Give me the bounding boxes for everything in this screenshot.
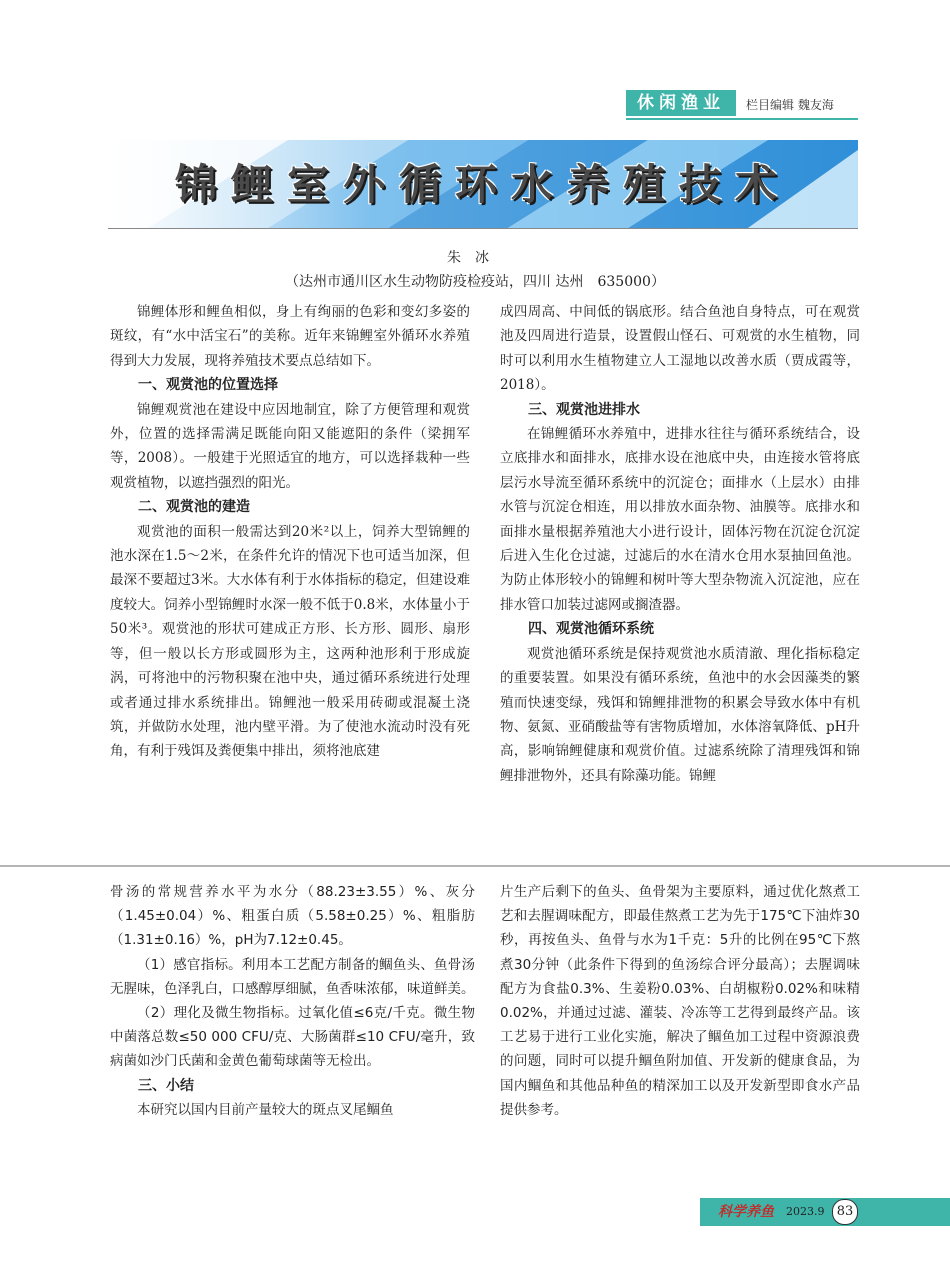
- paragraph: 本研究以国内目前产量较大的斑点叉尾鲴鱼: [137, 1101, 394, 1118]
- section-heading: 二、观赏池的建造: [138, 499, 250, 516]
- paragraph: 骨汤的常规营养水平为水分（88.23±3.55）%、灰分（1.45±0.04）%、粗蛋白质（5.58±0.25）%、粗脂肪（1.31±0.16）%，pH为7.12±0.45。: [110, 884, 475, 949]
- paragraph: 锦鲤观赏池在建设中应因地制宜，除了方便管理和观赏外，位置的选择需满足既能向阳又能遮阳的条件（梁拥军等，2008）。一般建于光照适宜的地方，可以选择栽种一些观赏植物，以遮挡强烈的阳光。: [110, 401, 470, 491]
- paragraph: 观赏池循环系统是保持观赏池水质清澈、理化指标稳定的重要装置。如果没有循环系统，鱼池中的水会因藻类的繁殖而快速变绿，残饵和锦鲤排泄物的积累会导致水体中有机物、氨氮、亚硝酸盐等有害物质增加，水体溶氧降低、pH升高，影响锦鲤健康和观赏价值。过滤系统除了清理残饵和锦鲤排泄物外，还具有除藻功能。锦鲤: [500, 645, 860, 784]
- paragraph: 锦鲤体形和鲤鱼相似，身上有绚丽的色彩和变幻多姿的斑纹，有“水中活宝石”的美称。近年来锦鲤室外循环水养殖得到大力发展，现将养殖技术要点总结如下。: [110, 304, 470, 369]
- page-divider: [0, 865, 950, 867]
- lower-column-right: [500, 880, 860, 1122]
- section-heading: 三、小结: [138, 1077, 194, 1094]
- paragraph: 成四周高、中间低的锅底形。结合鱼池自身特点，可在观赏池及四周进行造景，设置假山怪石、可观赏的水生植物，同时可以利用水生植物建立人工湿地以改善水质（贾成霞等，2018）。: [500, 304, 860, 394]
- issue-date: 2023.9: [786, 1205, 825, 1218]
- paragraph: 观赏池的面积一般需达到20米²以上，饲养大型锦鲤的池水深在1.5～2米，在条件允许的情况下也可适当加深，但最深不要超过3米。大水体有利于水体指标的稳定，但建设难度较大。饲养小型锦鲤时水深一般不低于0.8米，水体量小于50米³。观赏池的形状可建成正方形、长方形、圆形、扇形等，但一般以长方形或圆形为主，这两种池形利于形成旋涡，可将池中的污物积聚在池中央，通过循环系统进行处理或者通过排水系统排出。锦鲤池一般采用砖砌或混凝土浇筑，并做防水处理，池内壁平滑。为了使池水流动时没有死角，有利于残饵及粪便集中排出，须将池底建: [110, 523, 470, 760]
- paragraph: （2）理化及微生物指标。过氧化值≤6克/千克。微生物中菌落总数≤50 000 CFU/克、大肠菌群≤10 CFU/毫升，致病菌如沙门氏菌和金黄色葡萄球菌等无检出。: [110, 1005, 475, 1070]
- paragraph: 片生产后剩下的鱼头、鱼骨架为主要原料，通过优化熬煮工艺和去腥调味配方，即最佳熬煮工艺为先于175℃下油炸30秒，再按鱼头、鱼骨与水为1千克：5升的比例在95℃下熬煮30分钟（此条件下得到的鱼汤综合评分最高）；去腥调味配方为食盐0.3%、生姜粉0.03%、白胡椒粉0.02%和味精0.02%，并通过过滤、灌装、冷冻等工艺得到最终产品。该工艺易于进行工业化实施，解决了鲴鱼加工过程中资源浪费的问题，同时可以提升鲴鱼附加值、开发新的健康食品，为国内鲴鱼和其他品种鱼的精深加工以及开发新型即食水产品提供参考。: [500, 884, 860, 1118]
- paragraph: （1）感官指标。利用本工艺配方制备的鲴鱼头、鱼骨汤无腥味，色泽乳白，口感醇厚细腻，鱼香味浓郁，味道鲜美。: [110, 956, 475, 997]
- banner-rule: [108, 228, 858, 229]
- section-heading: 三、观赏池进排水: [528, 401, 640, 418]
- column-editor: 栏目编辑 魏友海: [746, 98, 834, 112]
- article-column-left: [110, 300, 470, 764]
- affiliation: （达州市通川区水生动物防疫检疫站，四川 达州 635000）: [285, 274, 665, 290]
- section-heading: 一、观赏池的位置选择: [138, 377, 278, 394]
- magazine-logo: 科学养鱼: [718, 1204, 774, 1220]
- paragraph: 在锦鲤循环水养殖中，进排水往往与循环系统结合，设立底排水和面排水，底排水设在池底中央，由连接水管将底层污水导流至循环系统中的沉淀仓；面排水（上层水）由排水管与沉淀仓相连，用以排放水面杂物、油膜等。底排水和面排水量根据养殖池大小进行设计，固体污物在沉淀仓沉淀后进入生化仓过滤，过滤后的水在清水仓用水泵抽回鱼池。为防止体形较小的锦鲤和树叶等大型杂物流入沉淀池，应在排水管口加装过滤网或搁渣器。: [500, 426, 860, 613]
- lower-column-left: [110, 880, 475, 1122]
- author: 朱冰: [447, 250, 503, 266]
- page-number: 83: [832, 1199, 858, 1225]
- article-title: 锦鲤室外循环水养殖技术: [174, 160, 791, 209]
- section-heading: 四、观赏池循环系统: [528, 621, 654, 638]
- article-column-right: [500, 300, 860, 788]
- column-tag: 休闲渔业: [626, 90, 736, 116]
- column-rule: [626, 118, 858, 120]
